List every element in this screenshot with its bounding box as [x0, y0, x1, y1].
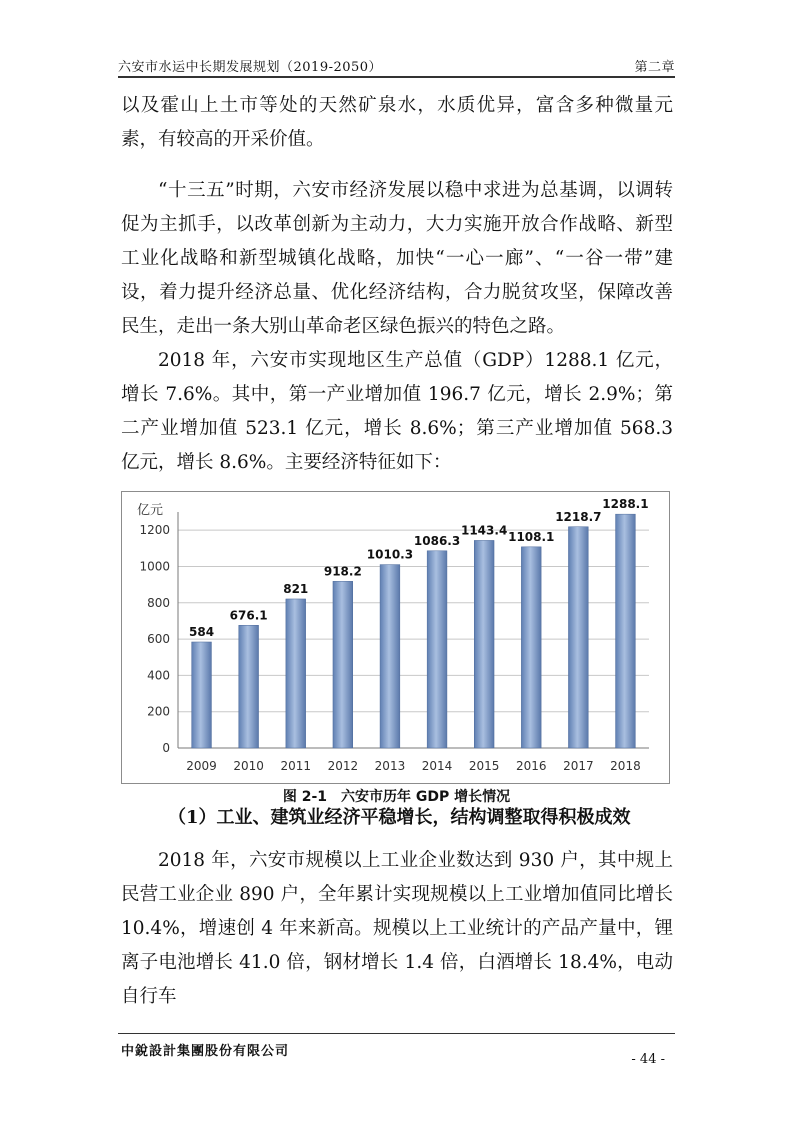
chapter-label: 第二章 [634, 60, 675, 75]
bar-2011 [286, 599, 306, 748]
bar-2015 [474, 540, 494, 748]
header-divider [118, 76, 675, 78]
bar-2012 [333, 581, 353, 748]
x-tick-label: 2018 [610, 759, 641, 773]
bar-2018 [616, 514, 636, 748]
x-tick-label: 2017 [563, 759, 594, 773]
paragraph-industry-2018: 2018 年，六安市规模以上工业企业数达到 930 户，其中规上民营工业企业 890 户，全年累计实现规模以上工业增加值同比增长 10.4%，增速创 4 年来新高。规模以上工业统计的产品产量中，锂离子电池增长 41.0 倍，钢材增长 1.4 倍，白酒增长 18.4%，电动自行车 [121, 850, 673, 1007]
figure-caption: 图 2-1 六安市历年 GDP 增长情况 [282, 789, 511, 805]
y-tick-label: 400 [147, 668, 170, 683]
paragraph-13th-five-year: “十三五”时期，六安市经济发展以稳中求进为总基调，以调转促为主抓手，以改革创新为主动力，大力实施开放合作战略、新型工业化战略和新型城镇化战略，加快“一心一廊”、“一谷一带”建设，着力提升经济总量、优化经济结构，合力脱贫攻坚，保障改善民生，走出一条大别山革命老区绿色振兴的特色之路。 [121, 180, 673, 337]
data-label: 1218.7 [555, 509, 602, 524]
data-label: 676.1 [229, 608, 268, 623]
page-header [118, 56, 675, 78]
x-tick-label: 2015 [468, 759, 500, 773]
y-tick-label: 200 [147, 704, 170, 719]
x-tick-label: 2012 [327, 759, 359, 773]
data-label: 1143.4 [460, 523, 508, 538]
data-label: 1086.3 [413, 533, 461, 548]
data-label: 584 [189, 624, 215, 639]
x-tick-label: 2010 [233, 759, 264, 773]
x-tick-label: 2014 [421, 759, 453, 773]
footer-divider [118, 1033, 675, 1034]
data-label: 1288.1 [602, 497, 649, 512]
bar-2016 [521, 547, 541, 748]
y-tick-label: 1000 [139, 559, 170, 574]
paragraph-gdp-2018: 2018 年，六安市实现地区生产总值（GDP）1288.1 亿元，增长 7.6%。其中，第一产业增加值 196.7 亿元，增长 2.9%；第二产业增加值 523.1 亿元，增长 8.6%；第三产业增加值 568.3 亿元，增长 8.6%。主要经济特征如下： [121, 350, 673, 473]
page-number: - 44 - [631, 1052, 665, 1067]
y-tick-label: 800 [147, 595, 170, 610]
x-tick-label: 2011 [280, 759, 312, 773]
paragraph-mineral-water: 以及霍山上土市等处的天然矿泉水，水质优异，富含多种微量元素，有较高的开采价值。 [121, 95, 673, 150]
data-label: 918.2 [323, 564, 362, 579]
document-title: 六安市水运中长期发展规划（2019-2050） [118, 60, 383, 75]
gdp-chart [121, 491, 670, 784]
bar-2010 [239, 625, 259, 748]
company-name: 中銳設計集團股份有限公司 [121, 1044, 290, 1059]
gdp-chart-svg [121, 491, 670, 784]
y-tick-label: 0 [162, 741, 170, 755]
section-subheading: （1）工业、建筑业经济平稳增长，结构调整取得积极成效 [168, 807, 631, 828]
y-axis-unit-label: 亿元 [137, 503, 164, 518]
bar-2014 [427, 551, 447, 748]
x-tick-label: 2013 [374, 759, 406, 773]
x-tick-label: 2016 [515, 759, 547, 773]
x-tick-label: 2009 [186, 759, 217, 773]
y-tick-label: 1200 [139, 523, 170, 538]
data-label: 1108.1 [508, 529, 555, 544]
data-label: 821 [283, 581, 309, 596]
data-label: 1010.3 [366, 547, 414, 562]
bar-2017 [568, 527, 588, 748]
bar-2013 [380, 565, 400, 748]
bar-2009 [192, 642, 212, 748]
y-tick-label: 600 [147, 632, 170, 647]
